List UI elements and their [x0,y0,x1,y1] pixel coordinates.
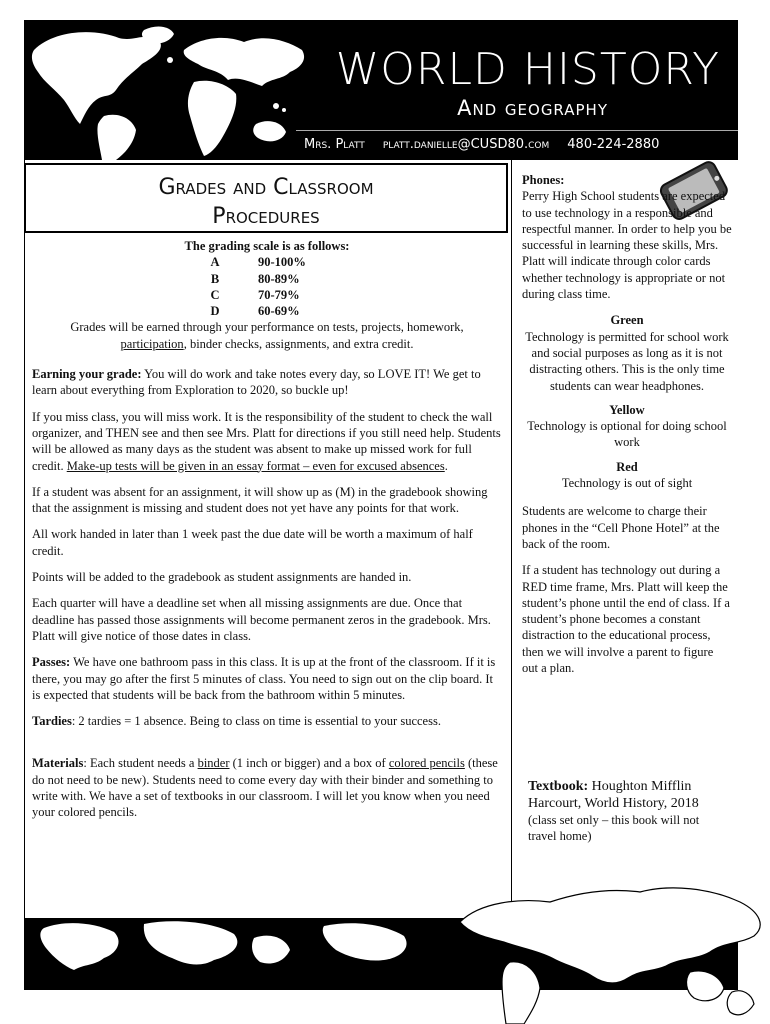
grade-row [32,254,502,270]
phones-paragraph: Perry High School students are expected to use technology in a responsible and respectful manner. In order to help you be successful in learning these skills, Mrs. Platt will indicate through color cards whether technology is appropriate or not during class time. [522,189,732,302]
section-title-line2: Procedures [212,204,320,229]
grade-range: 80-89% [258,271,300,286]
teacher-name: Mrs. Platt [304,137,365,152]
textbook-text: Textbook: Houghton Mifflin Harcourt, World History, 2018 [528,779,699,811]
course-title: WORLD HISTORY [335,44,720,95]
textbook-note: (class set only – this book will not travel home) [528,813,700,843]
textbook-block [528,778,728,844]
phones-heading: Phones: [522,173,565,187]
green-card-text: Technology is permitted for school work and social purposes as long as it is not distracting others. This is the only time students can wear headphones. [525,329,729,393]
green-card-title: Green [610,313,644,328]
yellow-card-title: Yellow [609,402,645,417]
red-card-block [522,459,732,492]
missed-class-paragraph: If you miss class, you will miss work. It is the responsibility of the student to check the wall organizer, and THEN see and then see Mrs. Platt for directions if you still need help. Students will be allowed as many days as the student was absent to make up missed work for full credit. Make-up tests will be given in an essay format – even for excused absences. [32,409,501,473]
earning-grade-paragraph: Earning your grade: You will do work and take notes every day, so LOVE IT! We get to learn about everything from Exploration to 2020, so buckle up! [32,367,481,398]
green-card-block [522,312,732,393]
grade-range: 90-100% [258,255,306,270]
points-paragraph: Points will be added to the gradebook as student assignments are handed in. [32,570,412,585]
tardies-paragraph: Tardies: 2 tardies = 1 absence. Being to class on time is essential to your success. [32,714,441,729]
right-column [522,172,732,686]
passes-paragraph: Passes: We have one bathroom pass in this class. It is up at the front of the classroom. If it is there, you may go after the first 5 minutes of class. You need to sign out on the clip board. It is expected that students will be back from the bathroom within 5 minutes. [32,655,496,702]
teacher-phone: 480-224-2880 [567,137,660,152]
grade-range: 60-69% [258,304,300,319]
grade-letter: D [210,304,220,319]
header-banner [24,20,738,160]
teacher-email: platt.danielle@CUSD80.com [382,137,550,152]
section-title [24,163,508,233]
yellow-card-block [522,402,732,451]
left-body [32,238,502,831]
absent-paragraph: If a student was absent for an assignment, it will show up as (M) in the gradebook showing that the assignment is missing and student does not yet have any points for that work. [32,484,488,516]
grade-range: 70-79% [258,287,300,302]
charge-paragraph: Students are welcome to charge their phones in the “Cell Phone Hotel” at the back of the room. [522,504,720,551]
red-frame-paragraph: If a student has technology out during a RED time frame, Mrs. Platt will keep the student’s phone until the end of class. If a student’s phone becomes a constant distraction to the educational process, then we will involve a parent to figure out a plan. [522,563,730,676]
grade-row [32,271,502,287]
grading-scale-heading: The grading scale is as follows: [184,239,350,253]
grade-letter: C [210,287,220,302]
late-work-paragraph: All work handed in later than 1 week past the due date will be worth a maximum of half credit. [32,527,473,558]
grade-letter: A [210,255,220,270]
grade-row [32,303,502,319]
grades-earned-text: Grades will be earned through your performance on tests, projects, homework, participation, binder checks, assignments, and extra credit. [70,320,464,351]
grade-letter: B [210,271,220,286]
contact-bar [296,130,738,152]
red-card-text: Technology is out of sight [561,476,693,491]
yellow-card-text: Technology is optional for doing school work [527,419,727,450]
section-title-line1: Grades and Classroom [158,175,374,200]
course-subtitle: And geography [457,96,608,120]
red-card-title: Red [616,459,638,474]
deadline-paragraph: Each quarter will have a deadline set when all missing assignments are due. Once that deadline has passed those assignments will become permanent zeros in the gradebook. Mrs. Platt will give notice of those dates in class. [32,596,491,643]
world-map-outline-image [440,862,770,1024]
grade-row [32,287,502,303]
materials-paragraph: Materials: Each student needs a binder (1 inch or bigger) and a box of colored pencils (these do not need to be new). Students need to come every day with their binder and something to write with. We have a set of textbooks in our classroom. I will let you know when you need your colored pencils. [32,756,498,820]
